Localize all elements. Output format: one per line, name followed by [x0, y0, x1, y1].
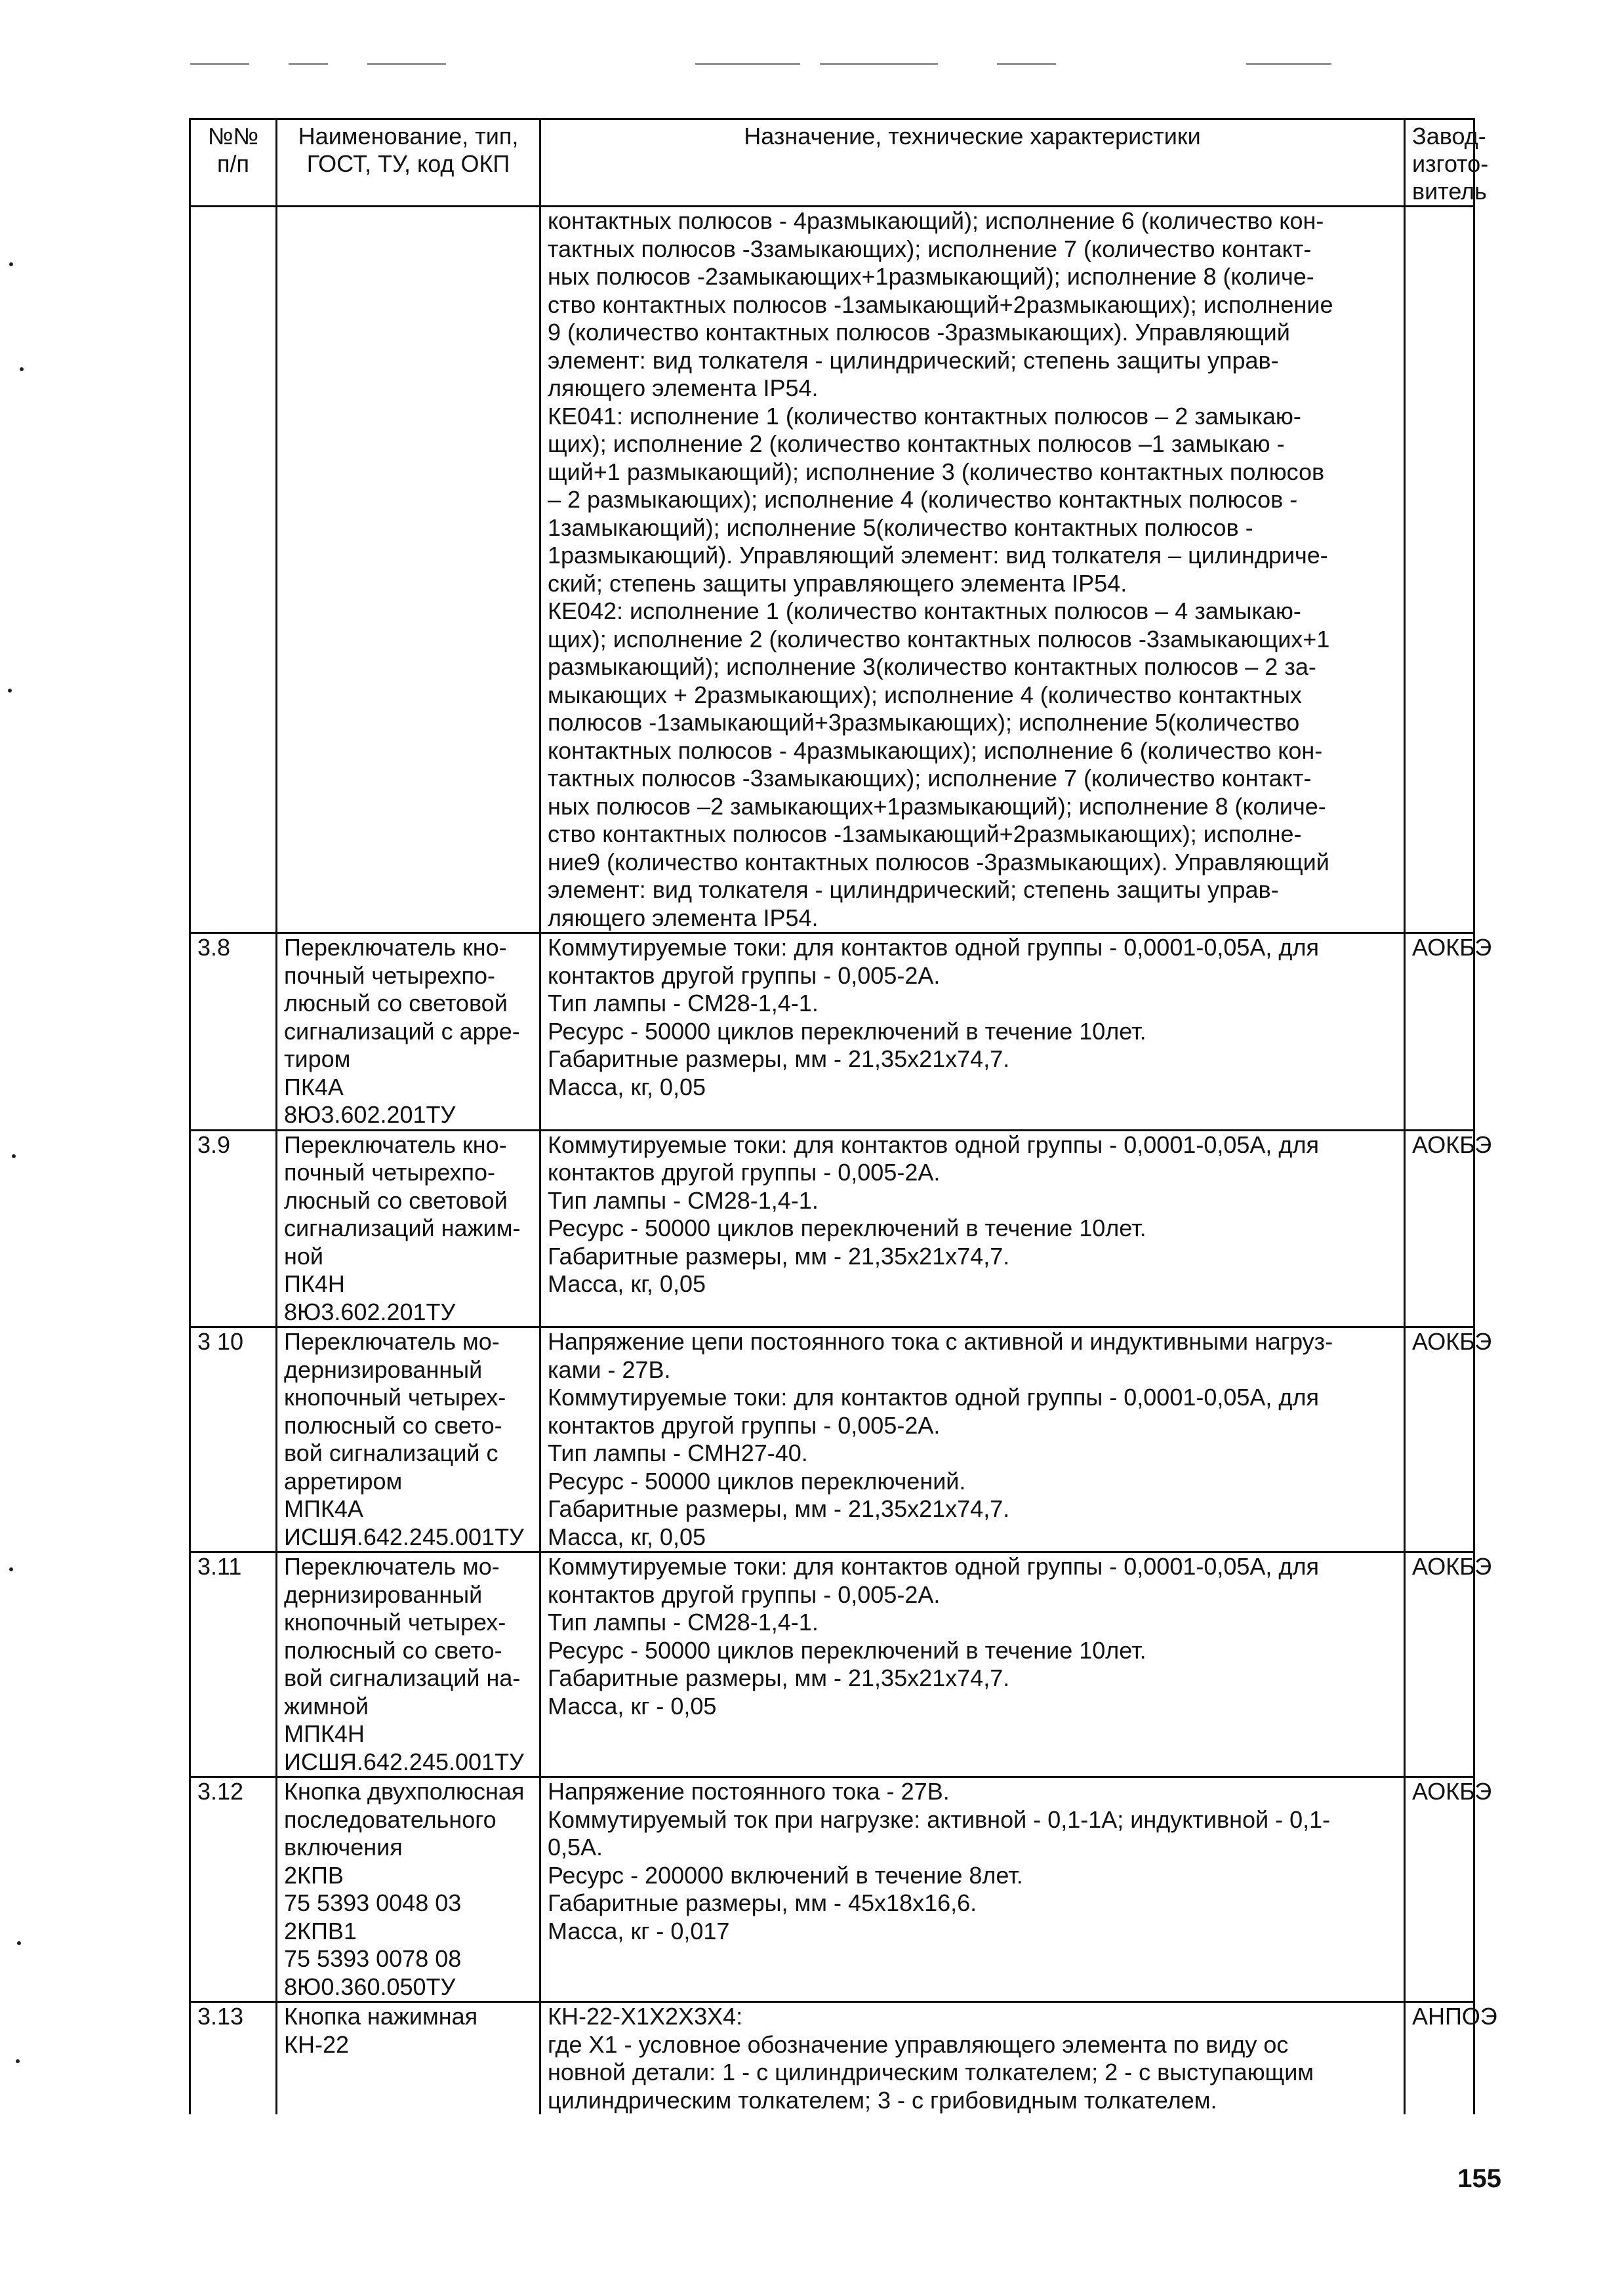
cell-num: 3.13: [190, 2002, 277, 2115]
header-name: Наименование, тип, ГОСТ, ТУ, код ОКП: [277, 119, 540, 207]
cell-name: Переключатель мо- дернизированный кнопочный четырех- полюсный со свето- вой сигнализаций на- жимной МПК4Н ИСШЯ.642.245.001ТУ: [277, 1552, 540, 1777]
cell-manufacturer: АОКБЭ: [1405, 1552, 1474, 1777]
scan-speck: [9, 1567, 13, 1571]
cell-name: [277, 207, 540, 933]
scan-artifact-top: [820, 63, 938, 65]
scan-speck: [16, 2059, 20, 2063]
cell-description: КН-22-X1X2X3X4: где X1 - условное обозначение управляющего элемента по виду ос новной детали: 1 - с цилиндрическим толкателем; 2 - с выступающим цилиндрическим толкателем; 3 - с грибовидным толкателем.: [540, 2002, 1405, 2115]
cell-name: Кнопка двухполюсная последовательного включения 2КПВ 75 5393 0048 03 2КПВ1 75 5393 0078 08 8Ю0.360.050ТУ: [277, 1777, 540, 2002]
table-row: [190, 2002, 1474, 2115]
table-row: [190, 1552, 1474, 1777]
scan-speck: [12, 1154, 16, 1158]
cell-manufacturer: АОКБЭ: [1405, 1777, 1474, 2002]
scan-speck: [17, 1941, 21, 1945]
scan-speck: [20, 367, 24, 371]
cell-manufacturer: АНПОЭ: [1405, 2002, 1474, 2115]
cell-description: Коммутируемые токи: для контактов одной группы - 0,0001-0,05А, для контактов другой группы - 0,005-2А. Тип лампы - СМ28-1,4-1. Ресурс - 50000 циклов переключений в течение 10лет. Габаритные размеры, мм - 21,35x21x74,7. Масса, кг, 0,05: [540, 1130, 1405, 1327]
table-row: [190, 933, 1474, 1131]
spec-table: [189, 118, 1497, 2114]
cell-manufacturer: АОКБЭ: [1405, 1327, 1474, 1552]
cell-manufacturer: АОКБЭ: [1405, 1130, 1474, 1327]
scan-artifact-top: [190, 63, 249, 65]
page-number: 155: [1457, 2164, 1501, 2193]
header-manufacturer: Завод- изгото- витель: [1405, 119, 1474, 207]
cell-num: 3.9: [190, 1130, 277, 1327]
cell-description: Напряжение постоянного тока - 27В. Коммутируемый ток при нагрузке: активной - 0,1-1А; индуктивной - 0,1- 0,5А. Ресурс - 200000 включений в течение 8лет. Габаритные размеры, мм - 45x18x16,6. Масса, кг - 0,017: [540, 1777, 1405, 2002]
cell-manufacturer: АОКБЭ: [1405, 933, 1474, 1131]
table-row-continuation: [190, 207, 1474, 933]
cell-name: Переключатель кно- почный четырехпо- люсный со световой сигнализаций с арре- тиром ПК4А 8Ю3.602.201ТУ: [277, 933, 540, 1131]
cell-name: Переключатель кно- почный четырехпо- люсный со световой сигнализаций нажим- ной ПК4Н 8Ю3.602.201ТУ: [277, 1130, 540, 1327]
cell-num: 3.12: [190, 1777, 277, 2002]
table-row: [190, 1777, 1474, 2002]
cell-description: контактных полюсов - 4размыкающий); исполнение 6 (количество кон- тактных полюсов -3замыкающих); исполнение 7 (количество контакт- ных полюсов -2замыкающих+1размыкающий); исполнение 8 (количе- ство контактных полюсов -1замыкающий+2размыкающих); исполнение 9 (количество контактных полюсов -3размыкающих). Управляющий элемент: вид толкателя - цилиндрический; степень защиты управ- ляющего элемента IP54. КЕ041: исполнение 1 (количество контактных полюсов – 2 замыкаю- щих); исполнение 2 (количество контактных полюсов –1 замыкаю - щий+1 размыкающий); исполнение 3 (количество контактных полюсов – 2 размыкающих); исполнение 4 (количество контактных полюсов - 1замыкающий); исполнение 5(количество контактных полюсов - 1размыкающий). Управляющий элемент: вид толкателя – цилиндриче- ский; степень защиты управляющего элемента IP54. КЕ042: исполнение 1 (количество контактных полюсов – 4 замыкаю- щих); исполнение 2 (количество контактных полюсов -3замыкающих+1 размыкающий); исполнение 3(количество контактных полюсов – 2 за- мыкающих + 2размыкающих); исполнение 4 (количество контактных полюсов -1замыкающий+3размыкающих); исполнение 5(количество контактных полюсов - 4размыкающих); исполнение 6 (количество кон- тактных полюсов -3замыкающих); исполнение 7 (количество контакт- ных полюсов –2 замыкающих+1размыкающий); исполнение 8 (количе- ство контактных полюсов -1замыкающий+2размыкающих); исполне- ние9 (количество контактных полюсов -3размыкающих). Управляющий элемент: вид толкателя - цилиндрический; степень защиты управ- ляющего элемента IP54.: [540, 207, 1405, 933]
cell-name: Кнопка нажимная КН-22: [277, 2002, 540, 2115]
table-header-row: [190, 119, 1474, 207]
cell-manufacturer: [1405, 207, 1474, 933]
scan-artifact-top: [997, 63, 1056, 65]
scan-artifact-top: [367, 63, 446, 65]
header-description: Назначение, технические характеристики: [540, 119, 1405, 207]
scan-artifact-top: [1246, 63, 1331, 65]
scan-artifact-top: [289, 63, 328, 65]
cell-description: Коммутируемые токи: для контактов одной группы - 0,0001-0,05А, для контактов другой группы - 0,005-2А. Тип лампы - СМ28-1,4-1. Ресурс - 50000 циклов переключений в течение 10лет. Габаритные размеры, мм - 21,35x21x74,7. Масса, кг, 0,05: [540, 933, 1405, 1131]
cell-description: Напряжение цепи постоянного тока с активной и индуктивными нагруз- ками - 27В. Коммутируемые токи: для контактов одной группы - 0,0001-0,05А, для контактов другой группы - 0,005-2А. Тип лампы - СМН27-40. Ресурс - 50000 циклов переключений. Габаритные размеры, мм - 21,35x21x74,7. Масса, кг, 0,05: [540, 1327, 1405, 1552]
cell-num: 3.8: [190, 933, 277, 1131]
scan-artifact-top: [695, 63, 800, 65]
scan-speck: [8, 689, 12, 693]
table-row: [190, 1327, 1474, 1552]
header-num: №№ п/п: [190, 119, 277, 207]
cell-name: Переключатель мо- дернизированный кнопочный четырех- полюсный со свето- вой сигнализаций с арретиром МПК4А ИСШЯ.642.245.001ТУ: [277, 1327, 540, 1552]
cell-description: Коммутируемые токи: для контактов одной группы - 0,0001-0,05А, для контактов другой группы - 0,005-2А. Тип лампы - СМ28-1,4-1. Ресурс - 50000 циклов переключений в течение 10лет. Габаритные размеры, мм - 21,35x21x74,7. Масса, кг - 0,05: [540, 1552, 1405, 1777]
table-row: [190, 1130, 1474, 1327]
cell-num: 3 10: [190, 1327, 277, 1552]
scan-speck: [9, 262, 13, 266]
cell-num: 3.11: [190, 1552, 277, 1777]
cell-num: [190, 207, 277, 933]
